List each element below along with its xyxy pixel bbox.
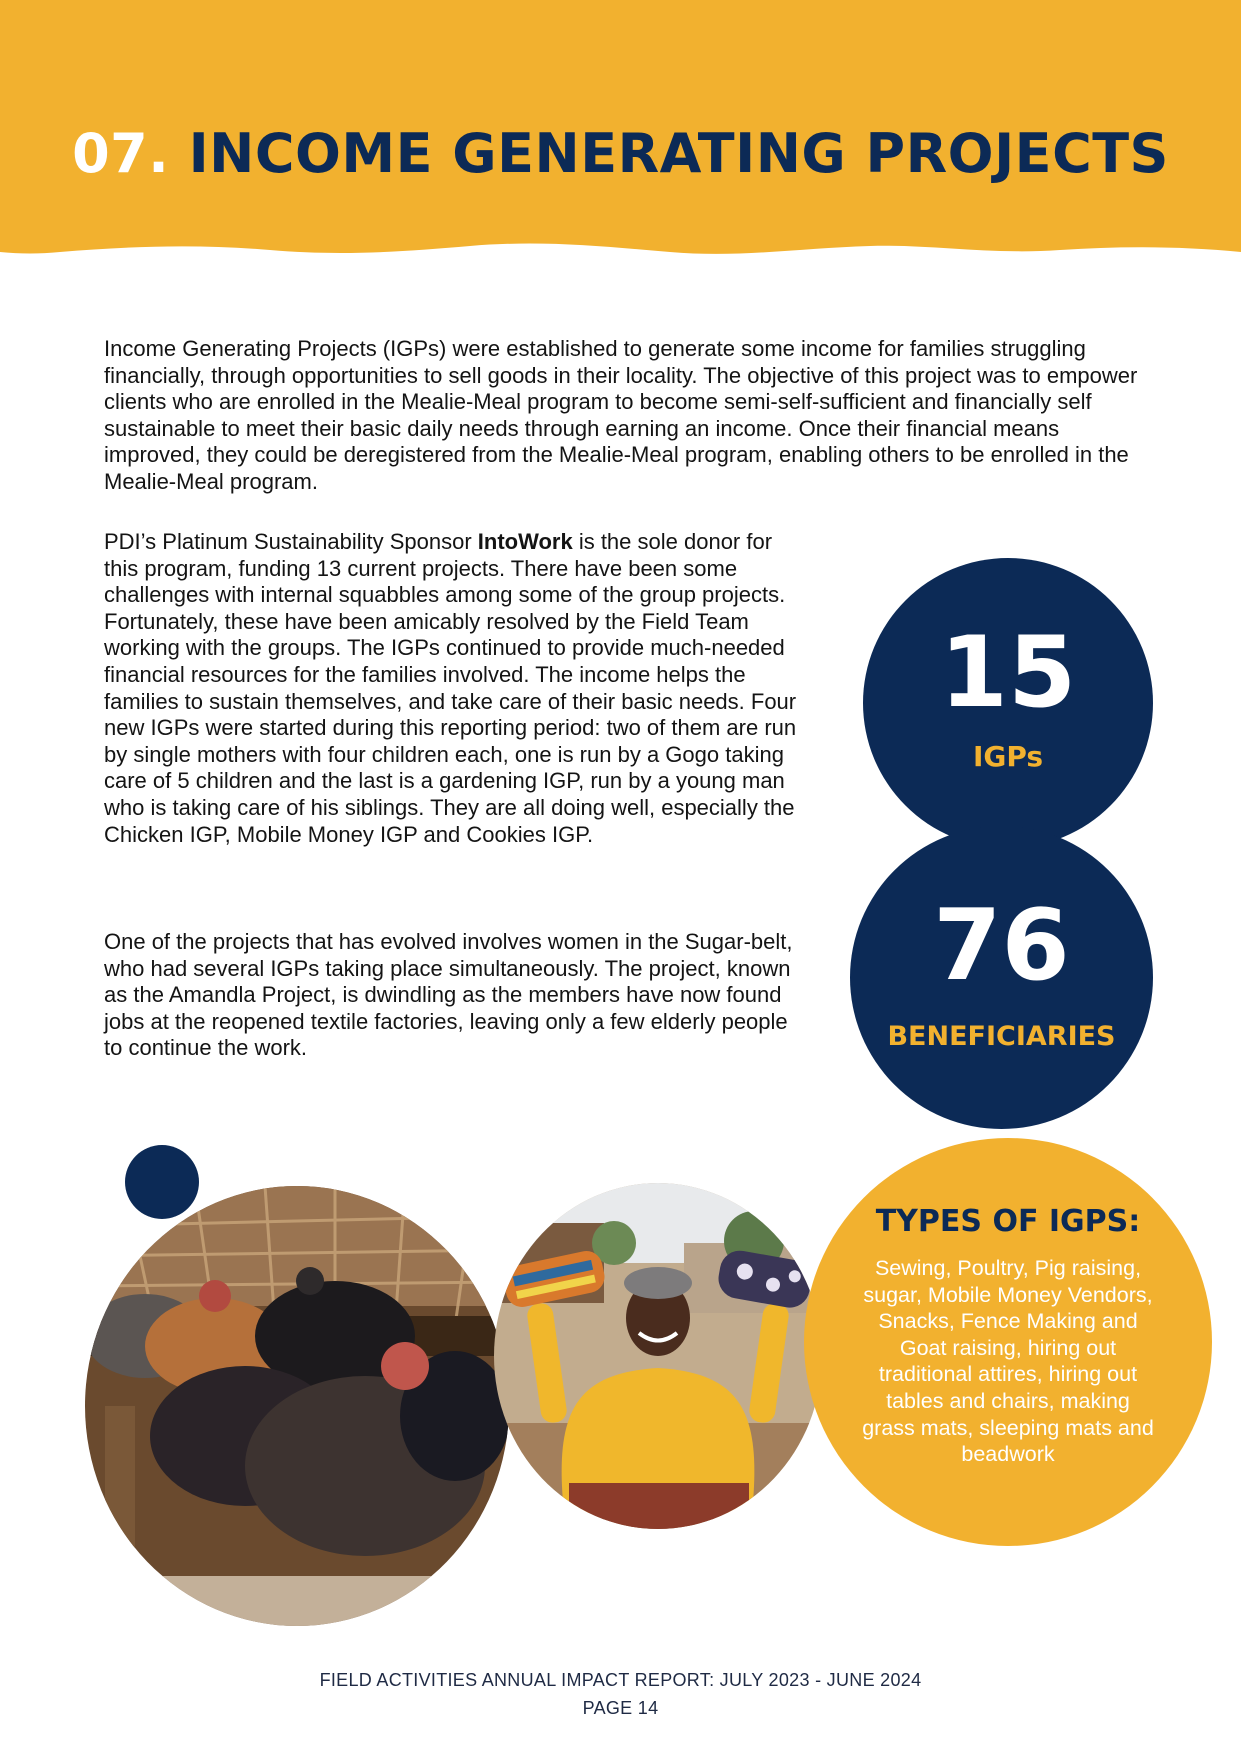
- stat-igps-circle: [863, 558, 1153, 848]
- igp-types-circle: [804, 1138, 1212, 1546]
- intro-paragraph: Income Generating Projects (IGPs) were established to generate some income for families struggling financially, through opportunities to sell goods in their locality. The objective of this project was to empower clients who are enrolled in the Mealie-Meal program to become semi-self-sufficient and financially self sustainable to meet their basic daily needs through earning an income. Once their financial means improved, they could be deregistered from the Mealie-Meal program, enabling others to be enrolled in the Mealie-Meal program.: [104, 336, 1138, 494]
- sponsor-name: IntoWork: [477, 529, 573, 554]
- sponsor-paragraph: [104, 529, 804, 848]
- igp-types-title: TYPES OF IGPS:: [875, 1204, 1141, 1239]
- stat-igps-label: IGPs: [972, 739, 1044, 773]
- stat-igps-value: 15: [939, 615, 1077, 730]
- section-number: 07.: [72, 122, 170, 185]
- stat-beneficiaries-label: BENEFICIARIES: [887, 1021, 1116, 1052]
- stat-beneficiaries-value: 76: [933, 889, 1070, 1003]
- stat-beneficiaries-circle: [850, 826, 1153, 1129]
- page-title: [0, 122, 1241, 185]
- section-title: INCOME GENERATING PROJECTS: [188, 122, 1169, 185]
- igp-types-list: Sewing, Poultry, Pig raising, sugar, Mobile Money Vendors, Snacks, Fence Making and Goat raising, hiring out traditional attires, hiring out tables and chairs, making grass mats, sleeping mats and beadwork: [862, 1256, 1154, 1467]
- sponsor-paragraph-start: PDI’s Platinum Sustainability Sponsor: [104, 529, 478, 554]
- footer-page-number: PAGE 14: [582, 1698, 659, 1718]
- footer-report-title: FIELD ACTIVITIES ANNUAL IMPACT REPORT: JULY 2023 - JUNE 2024: [319, 1670, 922, 1690]
- sponsor-paragraph-end: is the sole donor for this program, funding 13 current projects. There have been some challenges with internal squabbles among some of the group projects. Fortunately, these have been amicably resolved by the Field Team working with the groups. The IGPs continued to provide much-needed financial resources for the families involved. The income helps the families to sustain themselves, and take care of their basic needs. Four new IGPs were started during this reporting period: two of them are run by single mothers with four children each, one is run by a Gogo taking care of 5 children and the last is a gardening IGP, run by a young man who is taking care of his siblings. They are all doing well, especially the Chicken IGP, Mobile Money IGP and Cookies IGP.: [104, 529, 797, 847]
- decorative-dot: [125, 1145, 199, 1219]
- amandla-paragraph: One of the projects that has evolved involves women in the Sugar-belt, who had several IGPs taking place simultaneously. The project, known as the Amandla Project, is dwindling as the members have now found jobs at the reopened textile factories, leaving only a few elderly people to continue the work.: [104, 929, 793, 1061]
- woman-photo: [494, 1183, 822, 1529]
- chickens-photo: [85, 1186, 509, 1626]
